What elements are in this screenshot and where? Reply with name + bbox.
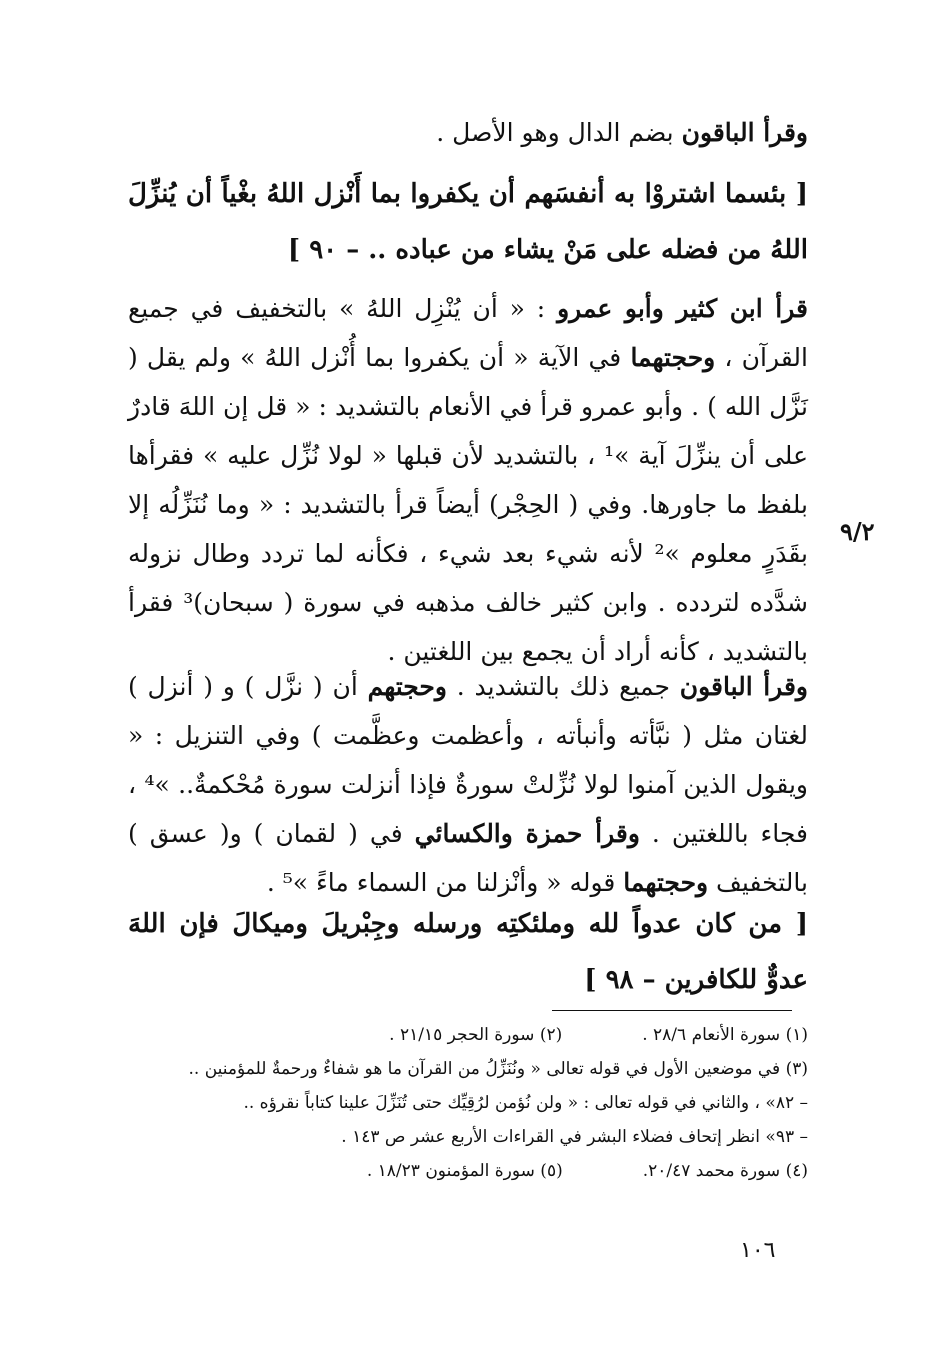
footnotes bbox=[128, 1018, 808, 1188]
footnote-3-end: – ٩٣» انظر إتحاف فضلاء البشر في القراءات الأربع عشر ص ١٤٣ . bbox=[341, 1127, 808, 1147]
footnote-1: (١) سورة الأنعام ٢٨/٦ . bbox=[642, 1025, 808, 1045]
paragraph-text: قوله « وأنْزلنا من السماء ماءً »⁵ . bbox=[266, 868, 624, 897]
footnote-3-continued: – ٨٢» ، والثاني في قوله تعالى : « ولن نُؤمن لرُقِيِّك حتى تُنَزِّلَ علينا كتاباً نقرؤه .. bbox=[243, 1093, 808, 1113]
reader-name: وقرأ الباقون bbox=[679, 672, 809, 701]
paragraph-1 bbox=[128, 108, 808, 157]
paragraph-text: : « أن يُنْزِل اللهُ » بالتخفيف في جميع القرآن ، bbox=[128, 294, 808, 372]
reader-name: وقرأ حمزة والكسائي bbox=[414, 819, 640, 848]
paragraph-text: أن ( نزَّل ) و ( أنزل ) لغتان مثل ( نبَّأته وأنبأته ، وأعظمت وعظَّمت ) وفي التنزيل : « ويقول الذين آمنوا لولا نُزِّلتْ سورةٌ فإذا أنزلت سورة مُحْكمةٌ.. »⁴ ، فجاء باللغتين . bbox=[128, 672, 808, 848]
footnote-5: (٥) سورة المؤمنون ١٨/٢٣ . bbox=[366, 1161, 563, 1181]
argument-label: وحجتهما bbox=[630, 343, 716, 372]
paragraph-text: بضم الدال وهو الأصل . bbox=[436, 118, 682, 147]
margin-reference: ٩/٢ bbox=[840, 517, 875, 546]
paragraph-text: جميع ذلك بالتشديد . bbox=[446, 672, 680, 701]
argument-label: وحجتهما bbox=[623, 868, 709, 897]
argument-label: وحجتهم bbox=[367, 672, 447, 701]
reader-name: قرأ ابن كثير وأبو عمرو bbox=[557, 294, 809, 323]
quran-verse-98 bbox=[128, 896, 808, 1008]
paragraph-text: في ( لقمان ) و( عسق ) بالتخفيف bbox=[128, 819, 808, 897]
footnote-2: (٢) سورة الحجر ٢١/١٥ . bbox=[389, 1025, 563, 1045]
footnote-line bbox=[128, 1018, 808, 1052]
paragraph-2 bbox=[128, 284, 808, 676]
footnote-3: (٣) في موضعين الأول في قوله تعالى « ونُنَزِّلُ من القرآن ما هو شفاءٌ ورحمةٌ للمؤمنين .. bbox=[188, 1059, 808, 1079]
verse-text: [ بئسما اشتروْا به أنفسَهم أن يكفروا بما أَنْزل اللهُ بغْياً أن يُنزِّلَ اللهُ من فضله على مَنْ يشاء من عباده .. – ٩٠ ] bbox=[128, 179, 808, 265]
page-number: ١٠٦ bbox=[740, 1238, 776, 1263]
footnote-divider bbox=[552, 1010, 792, 1011]
verse-text: [ من كان عدواً لله وملئكتِه ورسله وجِبْريلَ وميكالَ فإن اللهَ عدوٌّ للكافرين – ٩٨ ] bbox=[128, 909, 808, 995]
paragraph-text: في الآية « أن يكفروا بما أُنْزل اللهُ » ولم يقل ( نَزَّل الله ) . وأبو عمرو قرأ في الأنعام بالتشديد : « قل إن اللهَ قادرٌ على أن ينزِّلَ آية »¹ ، بالتشديد لأن قبلها « لولا نُزِّل عليه » فقرأها بلفظ ما جاورها. وفي ( الحِجْر) أيضاً قرأ بالتشديد : « وما نُنَزِّلُه إلا بقَدَرٍ معلوم »² لأنه شيء بعد شيء ، فكأنه لما تردد وطال نزوله شدَّده لتردده . وابن كثير خالف مذهبه في سورة ( سبحان)³ فقرأ بالتشديد ، كأنه أراد أن يجمع بين اللغتين . bbox=[128, 343, 808, 666]
footnote-line bbox=[128, 1154, 808, 1188]
quran-verse-90 bbox=[128, 166, 808, 278]
footnote-4: (٤) سورة محمد ٢٠/٤٧. bbox=[642, 1161, 808, 1181]
reader-name: وقرأ الباقون bbox=[681, 118, 808, 147]
paragraph-3 bbox=[128, 662, 808, 907]
